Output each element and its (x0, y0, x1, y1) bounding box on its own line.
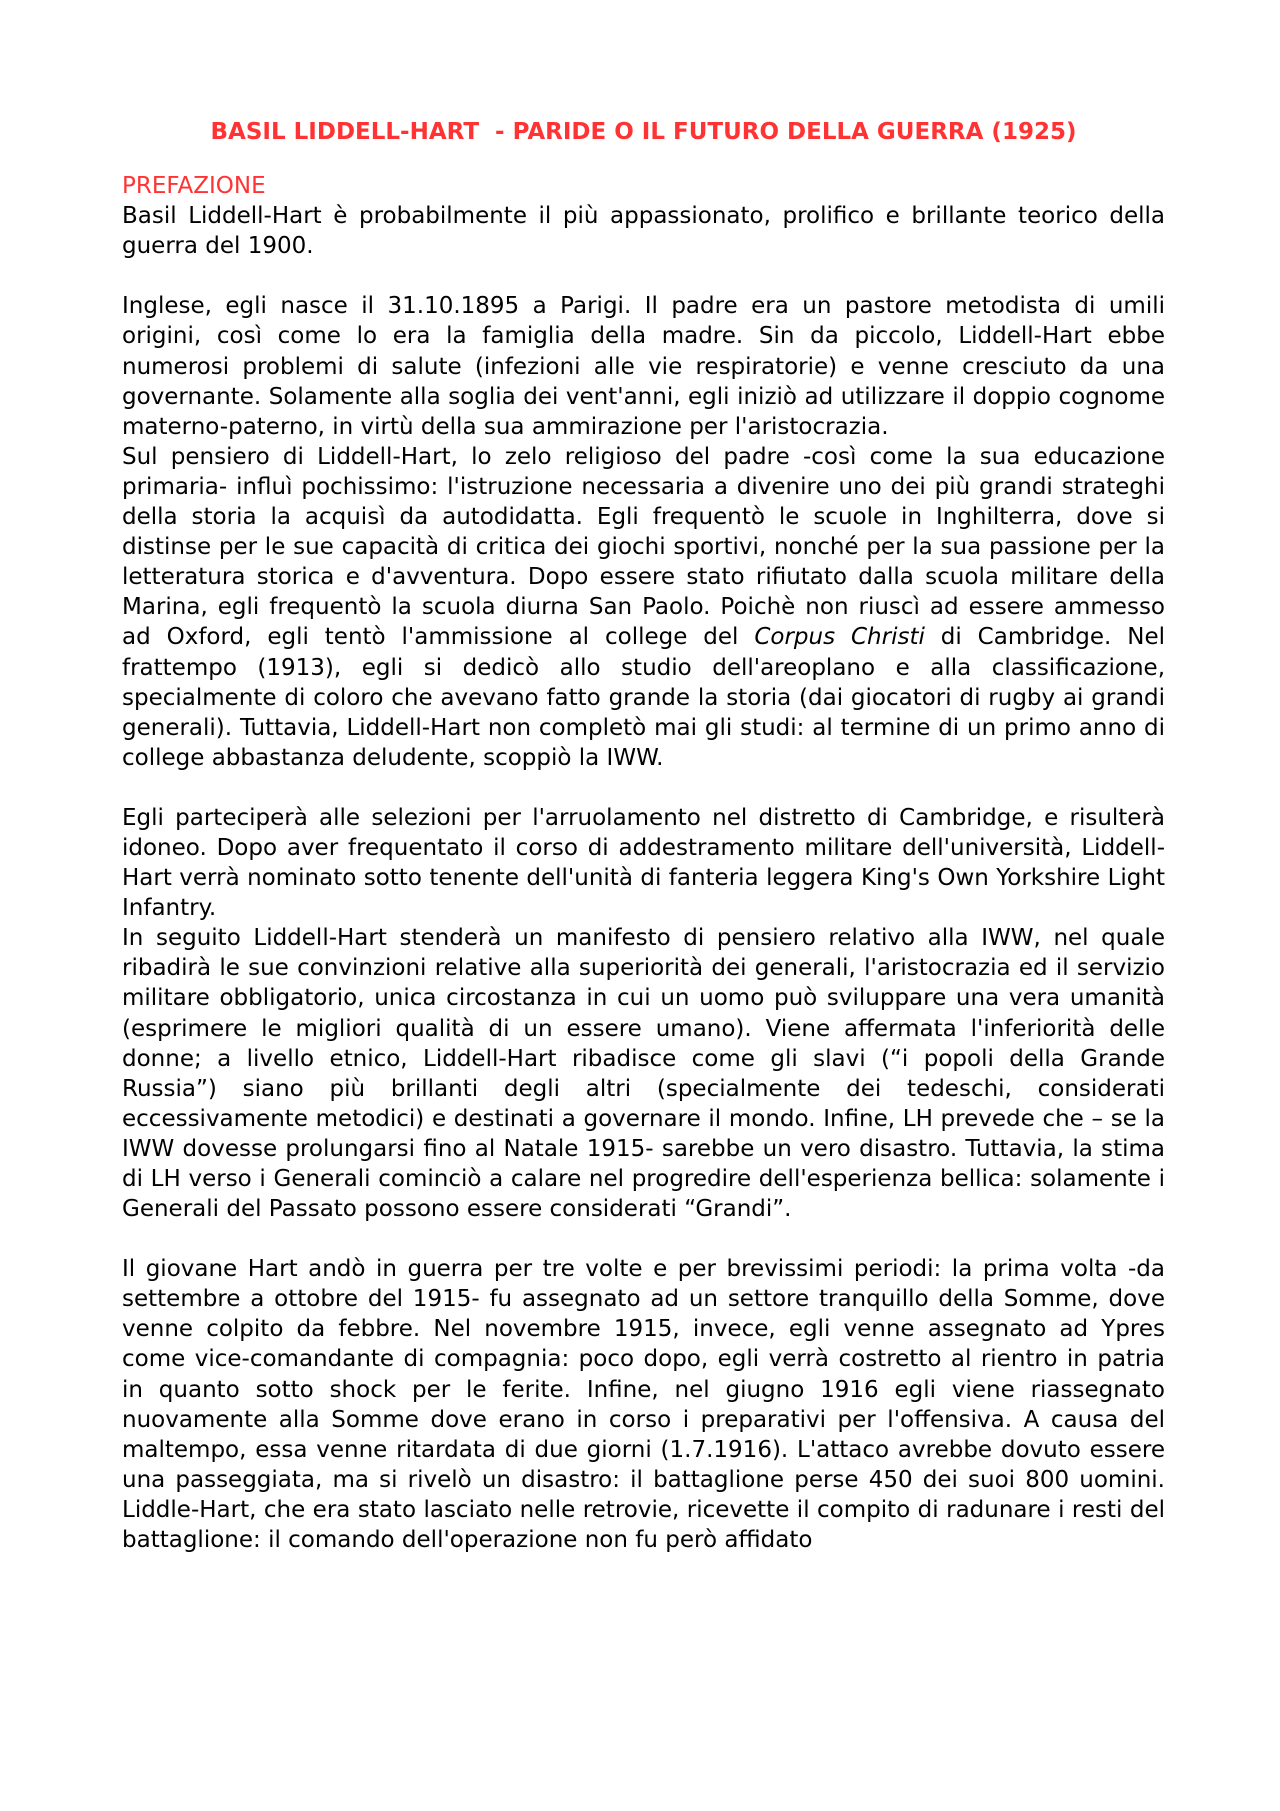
education-text-after: di Cambridge. Nel frattempo (1913), egli si dedicò allo studio dell'areoplano e alla classificazione, specialmente di coloro che avevano fatto grande la storia (dai giocatori di rugby ai grandi generali). Tuttavia, Liddell-Hart non completò mai gli studi: al termine di un primo anno di college abbastanza deludente, scoppiò la IWW. (122, 624, 1165, 771)
section-heading-prefazione: PREFAZIONE (122, 173, 266, 200)
paragraph-enlistment: Egli parteciperà alle selezioni per l'arruolamento nel distretto di Cambridge, e risulterà idoneo. Dopo aver frequentato il corso di addestramento militare dell'università, Liddell-Hart verrà nominato sotto tenente dell'unità di fanteria leggera King's Own Yorkshire Light Infantry. (122, 804, 1165, 922)
paragraph-manifesto: In seguito Liddell-Hart stenderà un manifesto di pensiero relativo alla IWW, nel quale ribadirà le sue convinzioni relative alla superiorità dei generali, l'aristocrazia ed il servizio militare obbligatorio, unica circostanza in cui un uomo può sviluppare una vera umanità (esprimere le migliori qualità di un essere umano). Viene affermata l'inferiorità delle donne; a livello etnico, Liddell-Hart ribadisce come gli slavi (“i popoli della Grande Russia”) siano più brillanti degli altri (specialmente dei tedeschi, considerati eccessivamente metodici) e destinati a governare il mondo. Infine, LH prevede che – se la IWW dovesse prolungarsi fino al Natale 1915- sarebbe un vero disastro. Tuttavia, la stima di LH verso i Generali cominciò a calare nel progredire dell'esperienza bellica: solamente i Generali del Passato possono essere considerati “Grandi”. (122, 925, 1165, 1223)
paragraph-biography-origins: Inglese, egli nasce il 31.10.1895 a Parigi. Il padre era un pastore metodista di umili origini, così come lo era la famiglia della madre. Sin da piccolo, Liddell-Hart ebbe numerosi problemi di salute (infezioni alle vie respiratorie) e venne cresciuto da una governante. Solamente alla soglia dei vent'anni, egli iniziò ad utilizzare il doppio cognome materno-paterno, in virtù della sua ammirazione per l'aristocrazia. (122, 293, 1165, 440)
paragraph-spacer (122, 773, 1165, 803)
document-title: BASIL LIDDELL-HART - PARIDE O IL FUTURO DELLA GUERRA (1925) (210, 119, 1077, 145)
paragraph-intro: Basil Liddell-Hart è probabilmente il più appassionato, prolifico e brillante teorico della guerra del 1900. (122, 203, 1165, 260)
education-text-before: Sul pensiero di Liddell-Hart, lo zelo religioso del padre -così come la sua educazione primaria- influì pochissimo: l'istruzione necessaria a divenire uno dei più grandi strateghi della storia la acquisì da autodidatta. Egli frequentò le scuole in Inghilterra, dove si distinse per le sue capacità di critica dei giochi sportivi, nonché per la sua passione per la letteratura storica e d'avventura. Dopo essere stato rifiutato dalla scuola militare della Marina, egli frequentò la scuola diurna San Paolo. Poichè non riuscì ad essere ammesso ad Oxford, egli tentò l'ammissione al college del (122, 443, 1165, 651)
document-page (122, 117, 1165, 1555)
corpus-christi-italic: Corpus Christi (754, 624, 925, 651)
paragraph-spacer (122, 1224, 1165, 1254)
paragraph-education (122, 442, 1165, 773)
paragraph-spacer (122, 261, 1165, 291)
paragraph-war-service: Il giovane Hart andò in guerra per tre volte e per brevissimi periodi: la prima volta -da settembre a ottobre del 1915- fu assegnato ad un settore tranquillo della Somme, dove venne colpito da febbre. Nel novembre 1915, invece, egli venne assegnato ad Ypres come vice-comandante di compagnia: poco dopo, egli verrà costretto al rientro in patria in quanto sotto shock per le ferite. Infine, nel giugno 1916 egli viene riassegnato nuovamente alla Somme dove erano in corso i preparativi per l'offensiva. A causa del maltempo, essa venne ritardata di due giorni (1.7.1916). L'attaco avrebbe dovuto essere una passeggiata, ma si rivelò un disastro: il battaglione perse 450 dei suoi 800 uomini. Liddle-Hart, che era stato lasciato nelle retrovie, ricevette il compito di radunare i resti del battaglione: il comando dell'operazione non fu però affidato (122, 1256, 1165, 1554)
